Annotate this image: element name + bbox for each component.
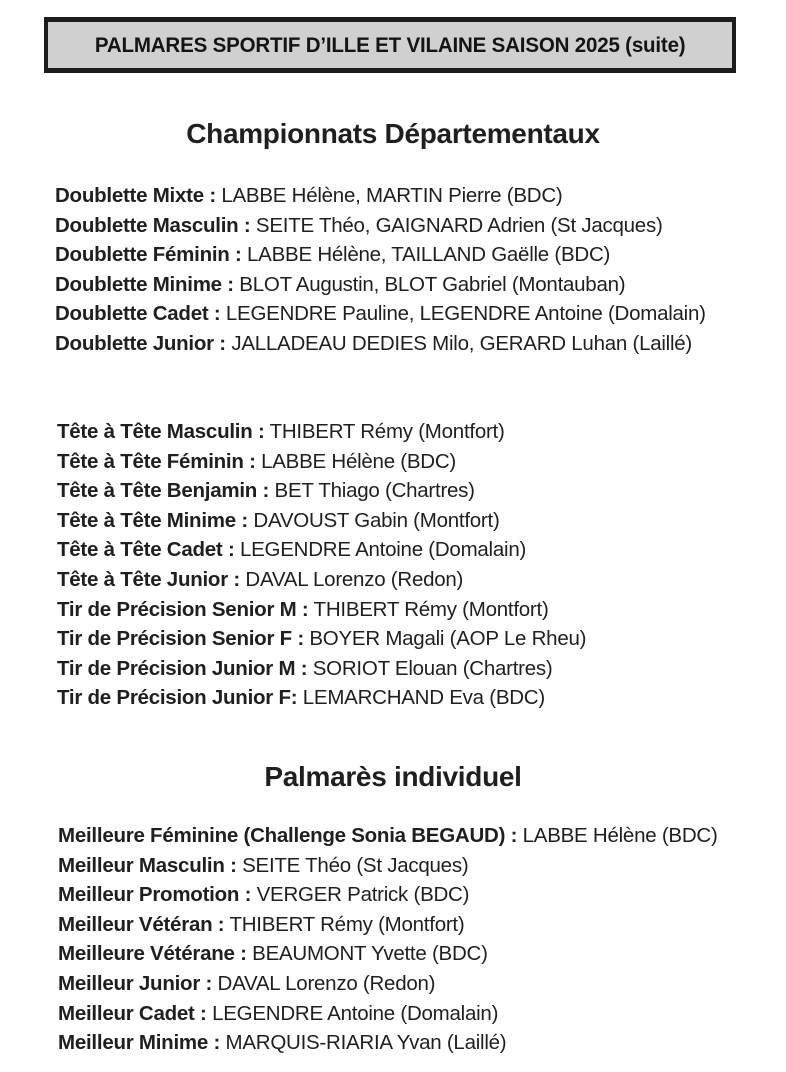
meilleur-entry: [58, 1028, 718, 1058]
tete-a-tete-entry-value: SORIOT Elouan (Chartres): [307, 656, 553, 680]
tete-a-tete-entry: [57, 476, 586, 506]
meilleur-entry: [58, 999, 718, 1029]
tete-a-tete-entry: [57, 624, 586, 654]
page-header-title: PALMARES SPORTIF D’ILLE ET VILAINE SAISON 2025 (suite): [94, 32, 686, 57]
meilleur-entry-label: Meilleure Vétérane :: [58, 942, 247, 966]
meilleur-entry-label: Meilleure Féminine (Challenge Sonia BEGAUD) :: [58, 824, 518, 847]
doublette-entry: [55, 270, 706, 300]
tete-a-tete-entry-label: Tir de Précision Senior M :: [57, 597, 309, 621]
tete-a-tete-entry-label: Tête à Tête Cadet :: [57, 538, 235, 562]
tete-a-tete-entry-value: DAVAL Lorenzo (Redon): [239, 567, 464, 591]
meilleurs-results-list: [58, 821, 718, 1058]
doublette-entry: [55, 329, 706, 359]
doublette-entry-value: LABBE Hélène, TAILLAND Gaëlle (BDC): [241, 243, 611, 267]
meilleur-entry-label: Meilleur Cadet :: [58, 1001, 207, 1025]
tete-a-tete-entry: [57, 595, 586, 625]
doublette-entry-label: Doublette Minime :: [55, 272, 234, 296]
meilleur-entry: [58, 910, 718, 940]
doublette-entry-label: Doublette Masculin :: [55, 213, 251, 237]
section-heading-palmares-individuel: Palmarès individuel: [264, 761, 522, 792]
section-heading-championnats: Championnats Départementaux: [186, 118, 600, 149]
doublette-entry-value: BLOT Augustin, BLOT Gabriel (Montauban): [233, 272, 626, 296]
tete-a-tete-entry-value: LEMARCHAND Eva (BDC): [297, 686, 545, 710]
tete-a-tete-entry-label: Tête à Tête Masculin :: [57, 420, 265, 443]
doublette-entry-value: JALLADEAU DEDIES Milo, GERARD Luhan (Laillé): [225, 331, 693, 355]
doublette-entry-label: Doublette Mixte :: [55, 184, 216, 207]
meilleur-entry-value: DAVAL Lorenzo (Redon): [212, 971, 436, 995]
doublette-entry-label: Doublette Junior :: [55, 331, 226, 355]
tete-a-tete-entry-label: Tir de Précision Junior F:: [57, 686, 298, 710]
tete-a-tete-entry: [57, 683, 586, 713]
tete-a-tete-entry: [57, 565, 586, 595]
tete-a-tete-entry-value: LEGENDRE Antoine (Domalain): [234, 538, 527, 562]
tete-a-tete-entry-label: Tir de Précision Senior F :: [57, 627, 304, 651]
meilleur-entry: [58, 969, 718, 999]
meilleur-entry-value: SEITE Théo (St Jacques): [236, 853, 469, 877]
doublette-entry-value: SEITE Théo, GAIGNARD Adrien (St Jacques): [250, 213, 663, 237]
tete-a-tete-entry-label: Tête à Tête Junior :: [57, 567, 240, 591]
meilleur-entry-label: Meilleur Minime :: [58, 1031, 221, 1055]
doublette-entry-value: LABBE Hélène, MARTIN Pierre (BDC): [215, 184, 563, 207]
meilleur-entry-label: Meilleur Junior :: [58, 971, 213, 995]
tete-a-tete-entry-value: LABBE Hélène (BDC): [255, 449, 456, 473]
doublette-results-list: [55, 181, 706, 359]
tete-a-tete-entry-label: Tête à Tête Benjamin :: [57, 479, 270, 503]
tete-a-tete-entry-value: DAVOUST Gabin (Montfort): [247, 508, 500, 532]
doublette-entry: [55, 181, 706, 211]
tete-a-tete-entry-value: BET Thiago (Chartres): [269, 479, 475, 503]
tete-a-tete-entry-label: Tir de Précision Junior M :: [57, 656, 308, 680]
doublette-entry: [55, 240, 706, 270]
meilleur-entry-label: Meilleur Promotion :: [58, 883, 252, 907]
tete-a-tete-entry: [57, 417, 586, 447]
meilleur-entry-value: VERGER Patrick (BDC): [251, 883, 470, 907]
tete-a-tete-entry-value: BOYER Magali (AOP Le Rheu): [303, 627, 587, 651]
meilleur-entry-value: LABBE Hélène (BDC): [517, 824, 718, 847]
meilleur-entry-value: THIBERT Rémy (Montfort): [224, 912, 465, 936]
tete-a-tete-entry: [57, 506, 586, 536]
meilleur-entry-label: Meilleur Vétéran :: [58, 912, 225, 936]
page-header-banner: [44, 17, 736, 73]
tete-a-tete-entry: [57, 654, 586, 684]
meilleur-entry: [58, 821, 718, 851]
tete-a-tete-entry-value: THIBERT Rémy (Montfort): [264, 420, 505, 443]
meilleur-entry: [58, 851, 718, 881]
doublette-entry-value: LEGENDRE Pauline, LEGENDRE Antoine (Domalain): [220, 302, 706, 326]
tete-a-tete-entry: [57, 447, 586, 477]
doublette-entry-label: Doublette Féminin :: [55, 243, 242, 267]
meilleur-entry-value: LEGENDRE Antoine (Domalain): [206, 1001, 499, 1025]
doublette-entry: [55, 211, 706, 241]
tete-a-tete-entry-label: Tête à Tête Féminin :: [57, 449, 256, 473]
doublette-entry-label: Doublette Cadet :: [55, 302, 221, 326]
meilleur-entry-label: Meilleur Masculin :: [58, 853, 237, 877]
tete-a-tete-results-list: [57, 417, 586, 713]
doublette-entry: [55, 299, 706, 329]
tete-a-tete-entry-value: THIBERT Rémy (Montfort): [308, 597, 549, 621]
tete-a-tete-entry-label: Tête à Tête Minime :: [57, 508, 248, 532]
meilleur-entry-value: BEAUMONT Yvette (BDC): [246, 942, 488, 966]
meilleur-entry-value: MARQUIS-RIARIA Yvan (Laillé): [220, 1031, 507, 1055]
meilleur-entry: [58, 939, 718, 969]
meilleur-entry: [58, 880, 718, 910]
tete-a-tete-entry: [57, 535, 586, 565]
